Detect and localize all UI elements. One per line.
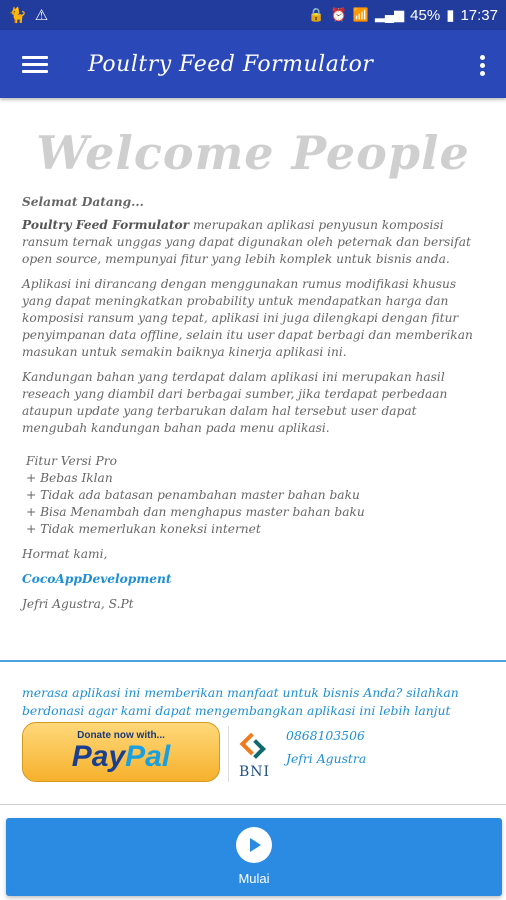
- overflow-menu-icon[interactable]: [480, 52, 486, 79]
- greeting: Selamat Datang...: [22, 195, 144, 209]
- wifi-icon: 📶: [352, 7, 369, 22]
- welcome-title: Welcome People: [36, 126, 470, 180]
- features-list: [22, 453, 484, 538]
- account-name: Jefri Agustra: [286, 751, 367, 766]
- app-name: Poultry Feed Formulator: [22, 218, 190, 232]
- battery-icon: ▮: [446, 7, 455, 24]
- paypal-pay: Pay: [71, 740, 126, 773]
- donation-text: merasa aplikasi ini memberikan manfaat untuk bisnis Anda? silahkan berdonasi agar kami dapat mengembangkan aplikasi ini lebih lanjut: [22, 685, 459, 718]
- developer-link[interactable]: CocoAppDevelopment: [22, 572, 172, 586]
- intro-paragraph: [22, 217, 484, 268]
- bni-text: BNI: [238, 764, 271, 780]
- app-bar: [0, 30, 506, 98]
- bni-mark-icon: [243, 736, 267, 760]
- status-right: [308, 6, 498, 24]
- warning-icon: ⚠: [34, 6, 49, 24]
- feature-item: + Tidak ada batasan penambahan master bahan baku: [26, 488, 360, 502]
- paypal-donate-button[interactable]: [22, 722, 220, 782]
- battery-percent: 45%: [410, 6, 441, 24]
- paypal-small-text: Donate now with...: [77, 730, 165, 741]
- lock-icon: 🔒: [308, 7, 325, 22]
- bank-info: [286, 728, 366, 774]
- feature-item: + Bebas Iklan: [26, 471, 113, 485]
- features-heading: Fitur Versi Pro: [26, 454, 117, 468]
- status-left: [8, 6, 48, 24]
- divider: [0, 804, 506, 805]
- start-label: Mulai: [238, 871, 270, 886]
- menu-icon[interactable]: [22, 52, 48, 77]
- welcome-content: [0, 98, 506, 660]
- paypal-logo: [23, 741, 219, 773]
- clock: 17:37: [460, 6, 498, 24]
- feature-item: + Bisa Menambah dan menghapus master bahan baku: [26, 505, 365, 519]
- ingredients-paragraph: Kandungan bahan yang terdapat dalam aplikasi ini merupakan hasil reseach yang diambil dari berbagai sumber, jika terdapat perbedaan ataupun update yang terbarukan dalam hal tersebut user dapat mengubah kandungan bahan pada menu aplikasi.: [22, 370, 448, 435]
- intro-paragraph-text: merupakan aplikasi penyusun komposisi ransum ternak unggas yang dapat digunakan oleh peternak dan bersifat open source, mempunyai fitur yang lebih komplek untuk bisnis anda.: [22, 218, 471, 266]
- design-paragraph: Aplikasi ini dirancang dengan menggunakan rumus modifikasi khusus yang dapat meningkatkan probability untuk mendapatkan harga dan komposisi ransum yang tepat, aplikasi ini juga dilengkapi dengan fitur penyimpanan data offline, selain itu user dapat berbagi dan memberikan masukan untuk semakin baiknya kinerja aplikasi ini.: [22, 277, 473, 359]
- signer: Jefri Agustra, S.Pt: [22, 597, 134, 611]
- signal-icon: ▂▄▆: [374, 7, 405, 22]
- divider: [0, 660, 506, 662]
- app-title: Poultry Feed Formulator: [88, 51, 374, 77]
- play-icon: [236, 827, 272, 863]
- cat-notification-icon: 🐈: [8, 6, 27, 24]
- paypal-pal: Pal: [125, 740, 171, 773]
- bni-logo: [228, 726, 280, 782]
- account-number: 0868103506: [286, 728, 365, 743]
- alarm-icon: ⏰: [330, 7, 347, 22]
- regards: Hormat kami,: [22, 547, 108, 561]
- feature-item: + Tidak memerlukan koneksi internet: [26, 522, 261, 536]
- status-bar: [0, 0, 506, 30]
- start-button[interactable]: [6, 818, 502, 896]
